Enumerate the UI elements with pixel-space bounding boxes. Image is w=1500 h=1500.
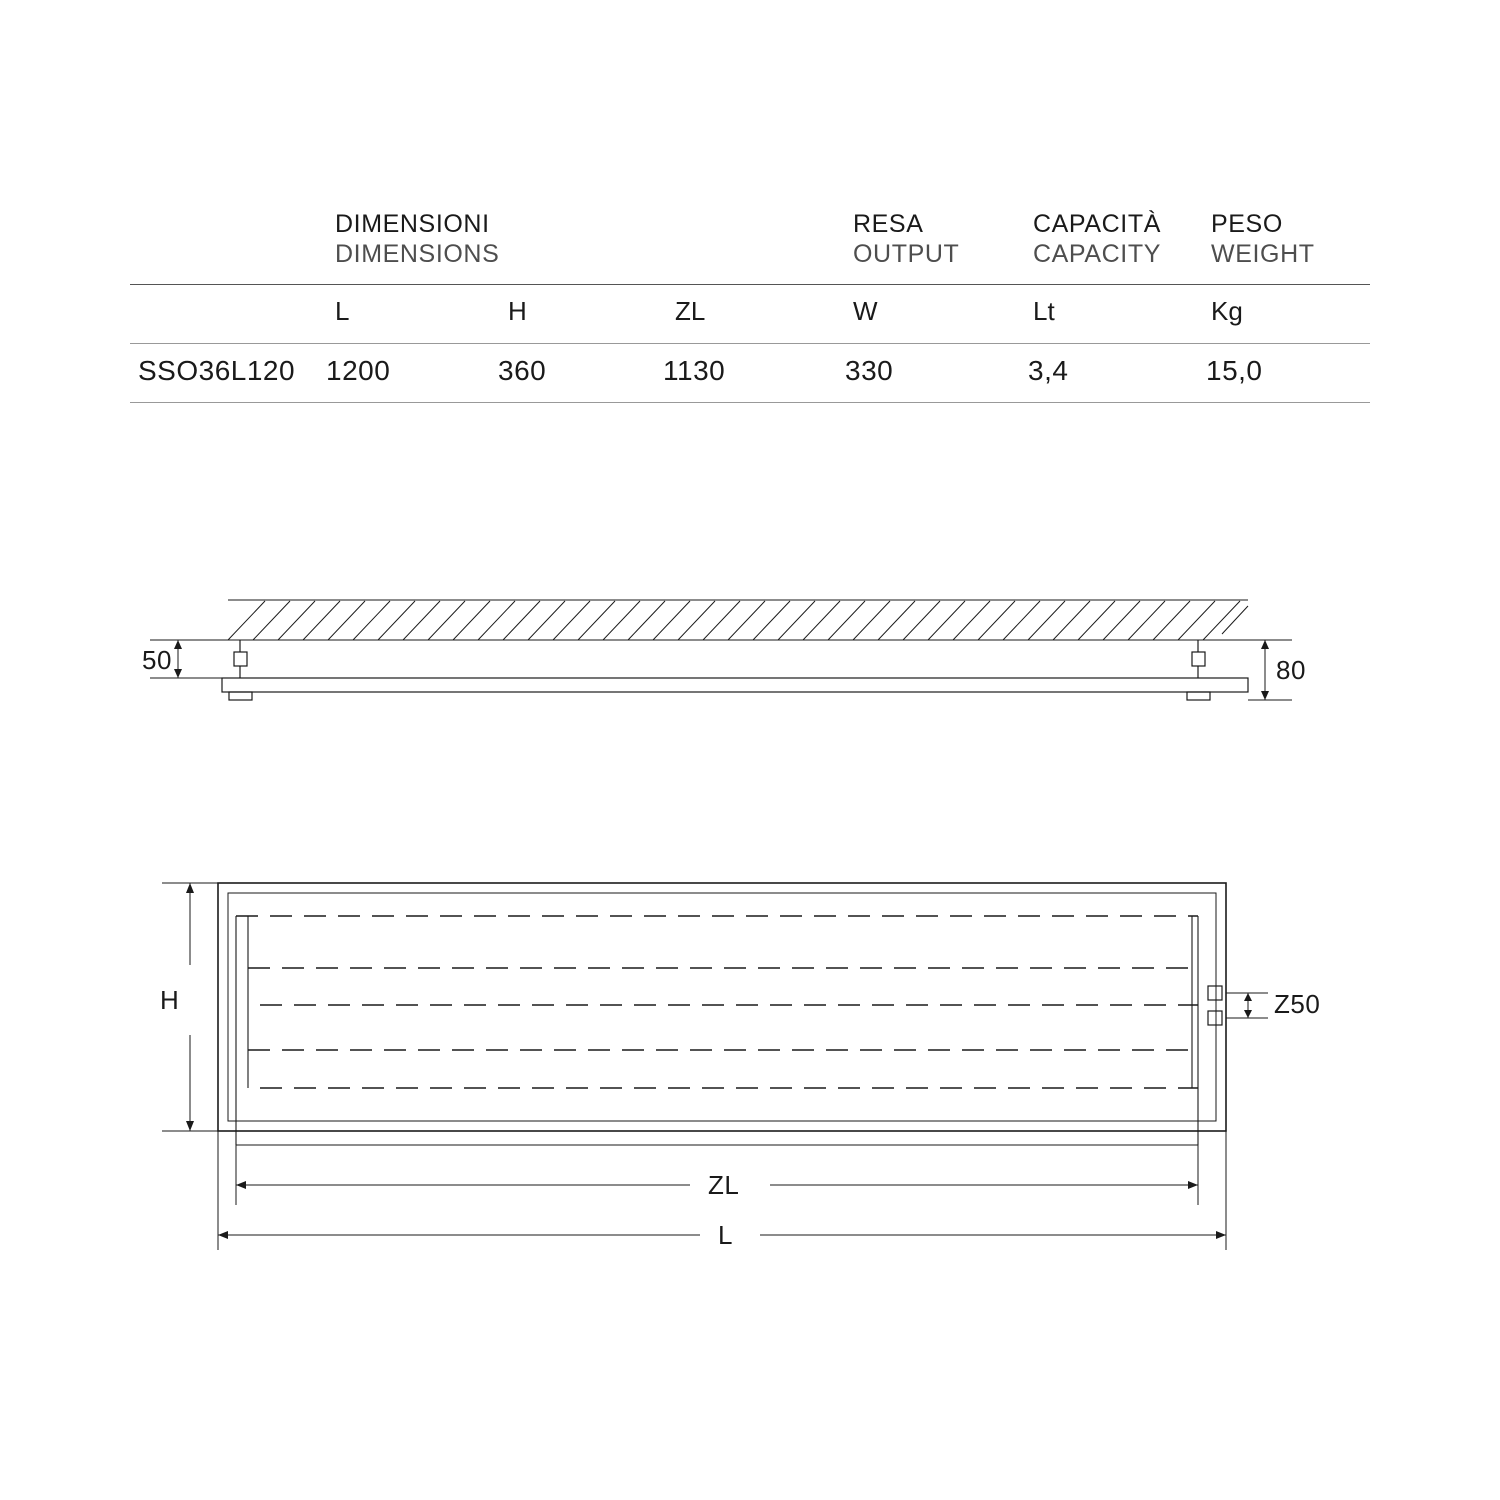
row-value-ZL: 1130 [663, 355, 726, 386]
label-dim-50: 50 [142, 645, 172, 675]
internal-tube-ends [248, 916, 1192, 1088]
group-label-it: PESO [1211, 210, 1283, 238]
panel-outer-frame [218, 883, 1226, 1131]
dim-Z50 [1226, 993, 1268, 1018]
group-label-en: CAPACITY [1033, 239, 1161, 268]
unit-L: L [335, 296, 350, 326]
panel-inner-frame [228, 893, 1216, 1121]
group-label-it: CAPACITÀ [1033, 210, 1161, 238]
label-dim-80: 80 [1276, 655, 1306, 685]
row-value-L: 1200 [326, 355, 391, 386]
row-value-Lt: 3,4 [1028, 355, 1069, 386]
wall-bracket-right [1187, 640, 1210, 700]
side-view [150, 600, 1292, 700]
label-dim-ZL: ZL [708, 1170, 740, 1200]
label-dim-H: H [160, 985, 180, 1015]
row-code: SSO36L120 [138, 355, 296, 386]
label-dim-Z50: Z50 [1274, 989, 1321, 1019]
group-label-en: WEIGHT [1211, 239, 1315, 268]
group-label-it: DIMENSIONI [335, 210, 490, 238]
internal-manifold [236, 916, 1198, 1145]
group-label-en: DIMENSIONS [335, 239, 500, 268]
unit-ZL: ZL [675, 296, 706, 326]
group-label-en: OUTPUT [853, 239, 960, 268]
row-value-H: 360 [498, 355, 547, 386]
radiator-slab [222, 678, 1248, 692]
internal-tubes [236, 916, 1198, 1088]
unit-H: H [508, 296, 527, 326]
unit-W: W [853, 296, 878, 326]
row-value-Kg: 15,0 [1206, 355, 1263, 386]
label-dim-L: L [718, 1220, 733, 1250]
unit-Kg: Kg [1211, 296, 1243, 326]
wall-bracket-left [229, 640, 252, 700]
row-value-W: 330 [845, 355, 894, 386]
group-label-it: RESA [853, 210, 924, 238]
connector-ports [1208, 986, 1222, 1025]
wall-hatch-lines [228, 601, 1248, 640]
unit-Lt: Lt [1033, 296, 1055, 326]
